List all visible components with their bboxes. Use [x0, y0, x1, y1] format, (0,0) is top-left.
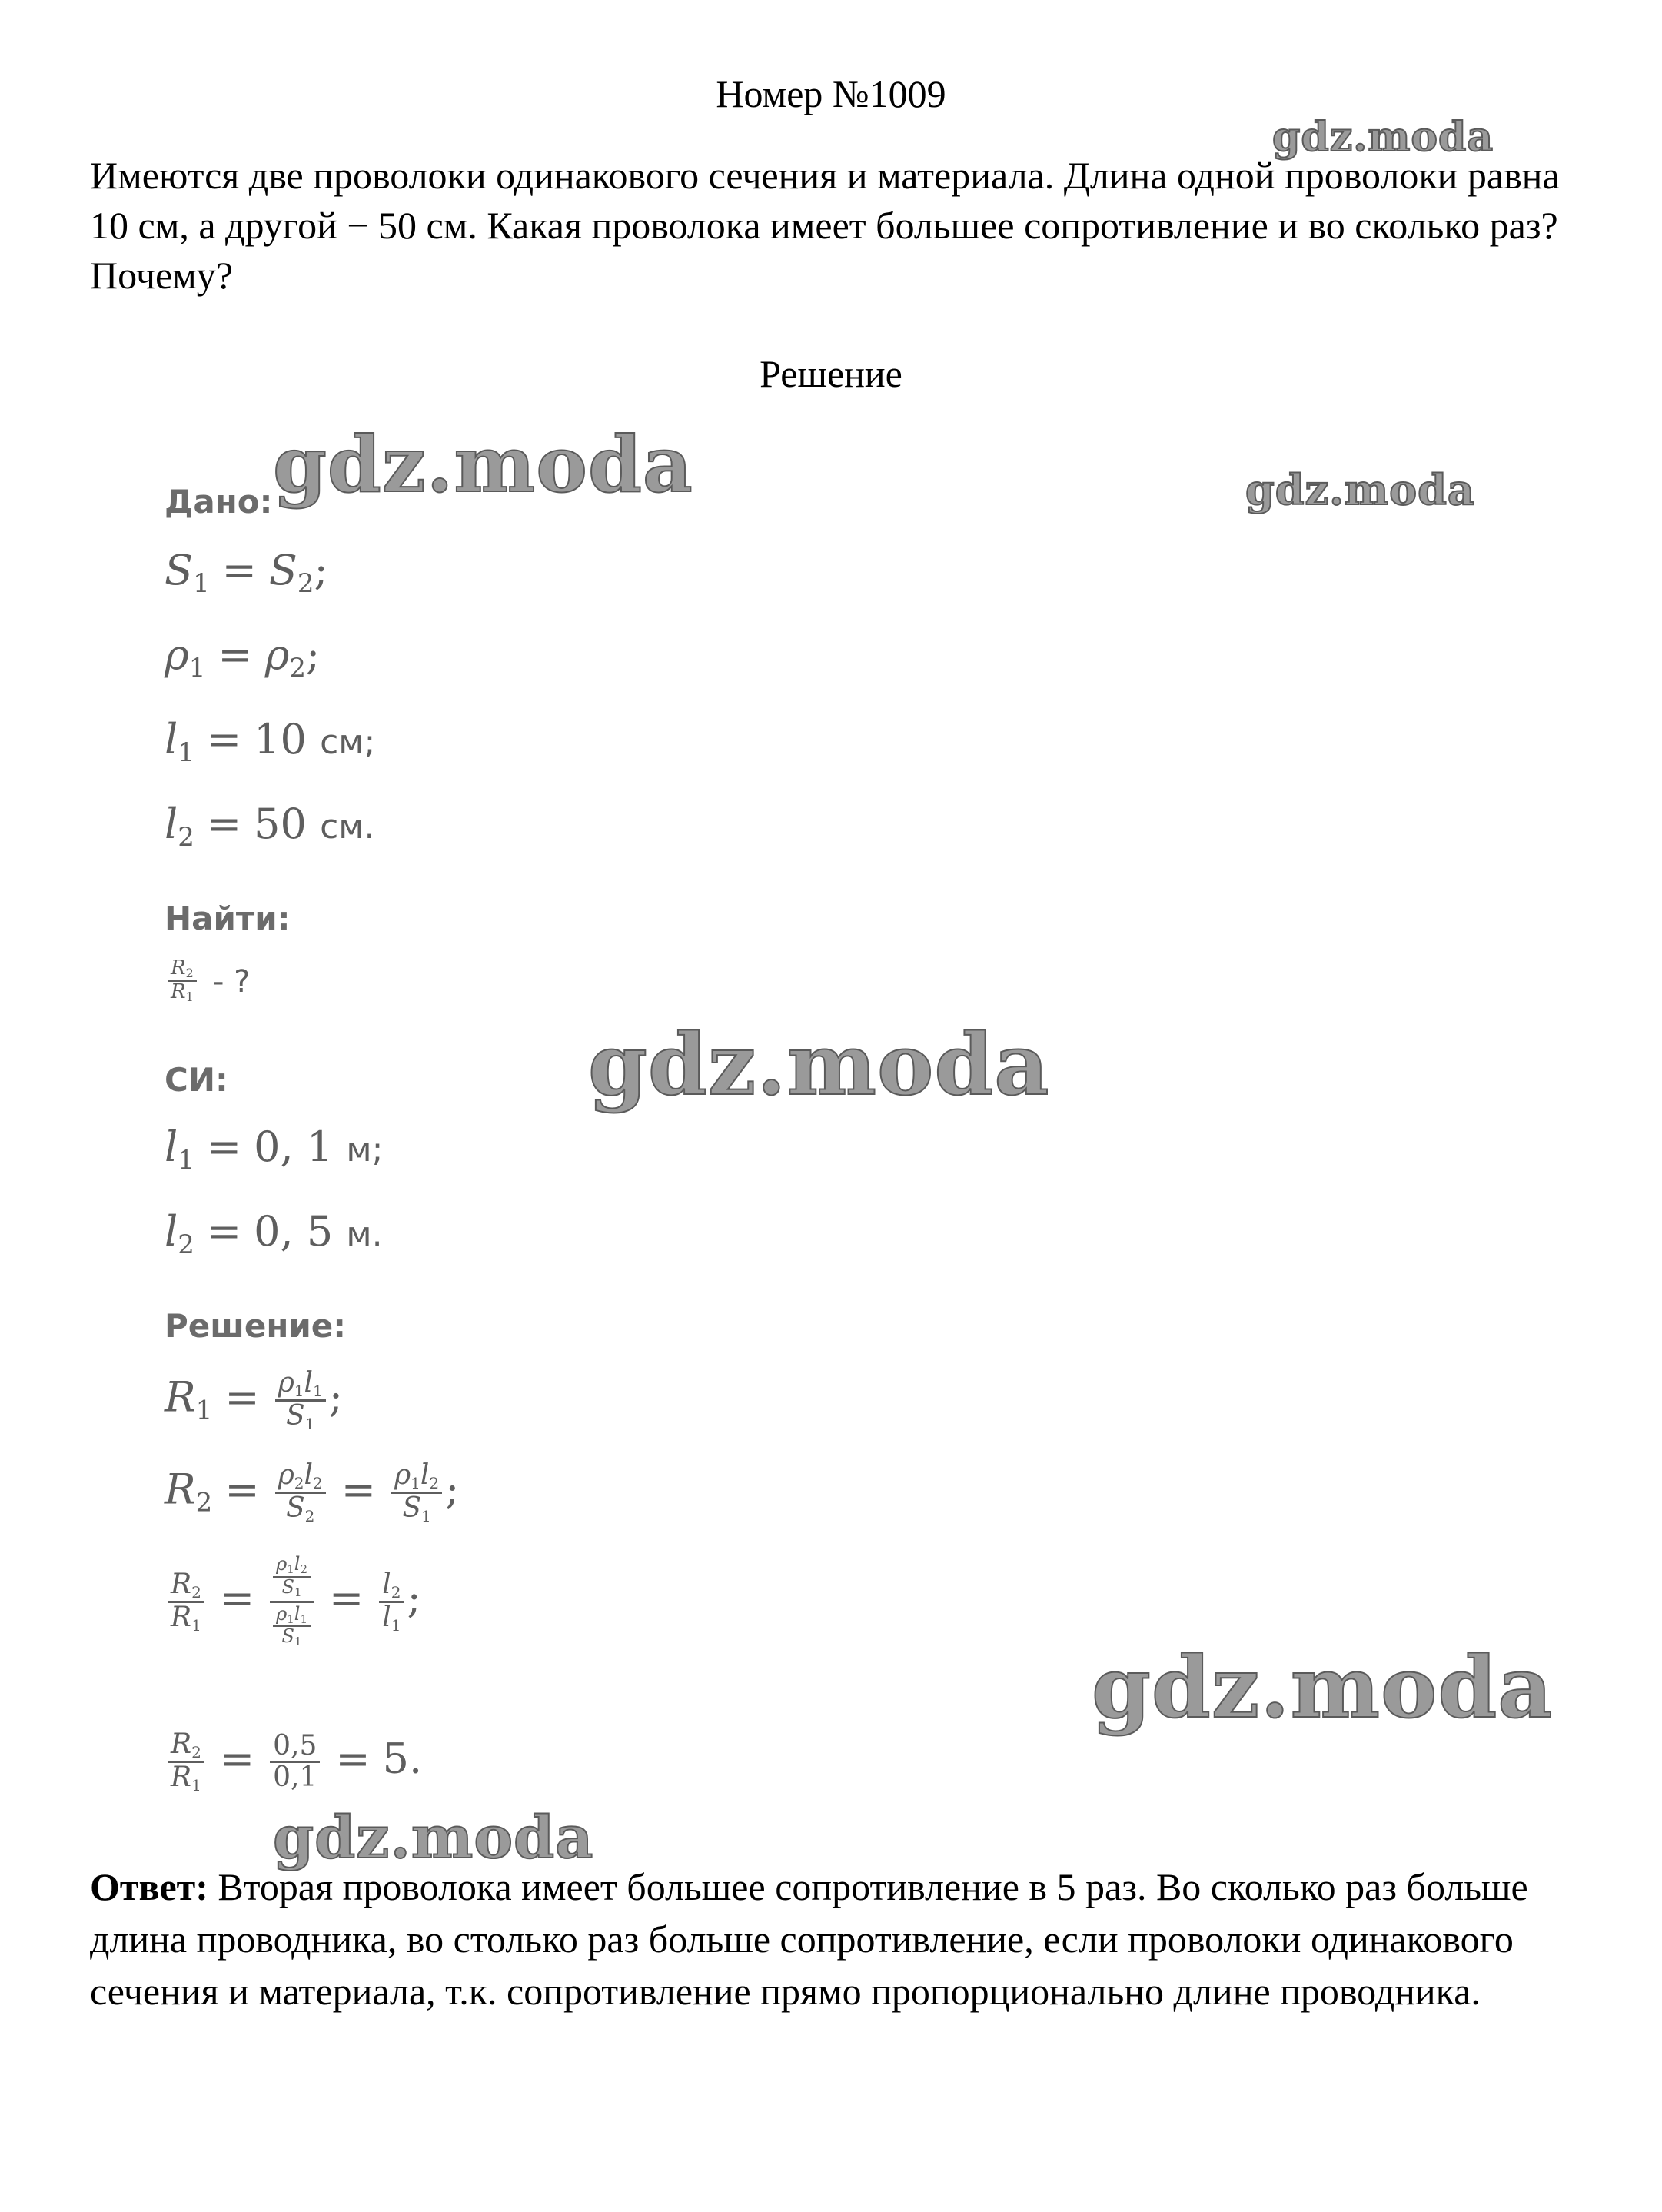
page-title: Номер №1009	[716, 72, 946, 115]
solution-heading: Решение	[760, 352, 902, 395]
equation-r2: $R_2$ = $\frac{\rho_2l_2}{S_2}$ = $\frac{\rho_1l_2}{S_1}$ ;	[165, 1459, 460, 1525]
find-label: Найти:	[165, 900, 291, 937]
final-denominator: 0,1	[273, 1761, 317, 1793]
equation-l2-given: $l_2 = 50$ см.	[165, 800, 375, 853]
watermark-upper-left: gdz.moda	[273, 419, 693, 510]
final-result: 5.	[382, 1734, 423, 1783]
given-label: Дано:	[165, 483, 273, 521]
l1-si-value: 0, 1	[254, 1123, 334, 1171]
equation-find-ratio: $\frac{R_2}{R_1}$ - ?	[165, 953, 250, 1004]
problem-statement: Имеются две проволоки одинакового сечения и материала. Длина одной проволоки равна 10 см, а другой − 50 см. Какая проволока имеет большее сопротивление и во сколько раз? Почему?	[90, 154, 1560, 297]
equation-l2-si: $l_2 = 0$, 5 м.	[165, 1207, 383, 1260]
l1-si-unit: м;	[346, 1130, 384, 1169]
watermark-center: gdz.moda	[588, 1015, 1050, 1114]
si-label: СИ:	[165, 1061, 228, 1099]
l1-given-value: 10	[254, 715, 307, 763]
watermark-lower-right: gdz.moda	[1092, 1638, 1554, 1737]
final-numerator: 0,5	[270, 1731, 320, 1763]
l1-given-unit: см;	[320, 723, 376, 762]
equation-r1: $R_1$ = $\frac{\rho_1l_1}{S_1}$ ;	[165, 1367, 343, 1433]
answer-paragraph	[90, 1861, 1597, 2017]
watermark-top-right: gdz.moda	[1272, 114, 1494, 161]
equation-l1-si: $l_1 = 0$, 1 м;	[165, 1123, 384, 1176]
answer-label: Ответ:	[90, 1865, 208, 1908]
answer-text: Вторая проволока имеет большее сопротивление в 5 раз. Во сколько раз больше длина проводника, во столько раз больше сопротивление, если проволоки одинакового сечения и материала, т.к. сопротивление прямо пропорционально длине проводника.	[90, 1865, 1528, 2013]
watermark-lower-left: gdz.moda	[273, 1803, 594, 1871]
l2-given-unit: см.	[320, 807, 375, 847]
l2-si-value: 0, 5	[254, 1207, 334, 1256]
l2-given-value: 50	[254, 800, 307, 848]
equation-rho1-rho2: $\rho_1 = \rho_2$;	[165, 630, 321, 684]
equation-ratio-derivation: $\frac{R_2}{R_1}$ = $\frac{\frac{\rho_1l_2}{S_1}}{\frac{\rho_1l_1}{S_1}}$ = $\frac{l_2}{l_1}$ ;	[165, 1553, 421, 1650]
solution-label: Решение:	[165, 1307, 347, 1345]
find-suffix: - ?	[212, 964, 251, 1000]
equation-l1-given: $l_1 = 10$ см;	[165, 715, 376, 768]
equation-s1-s2: $S_1 = S_2$;	[165, 546, 328, 599]
l2-si-unit: м.	[346, 1215, 383, 1254]
watermark-upper-right: gdz.moda	[1245, 465, 1475, 514]
equation-final-ratio: $\frac{R_2}{R_1}$ = $\frac{0,5}{0,1}$ = 5.	[165, 1730, 422, 1794]
